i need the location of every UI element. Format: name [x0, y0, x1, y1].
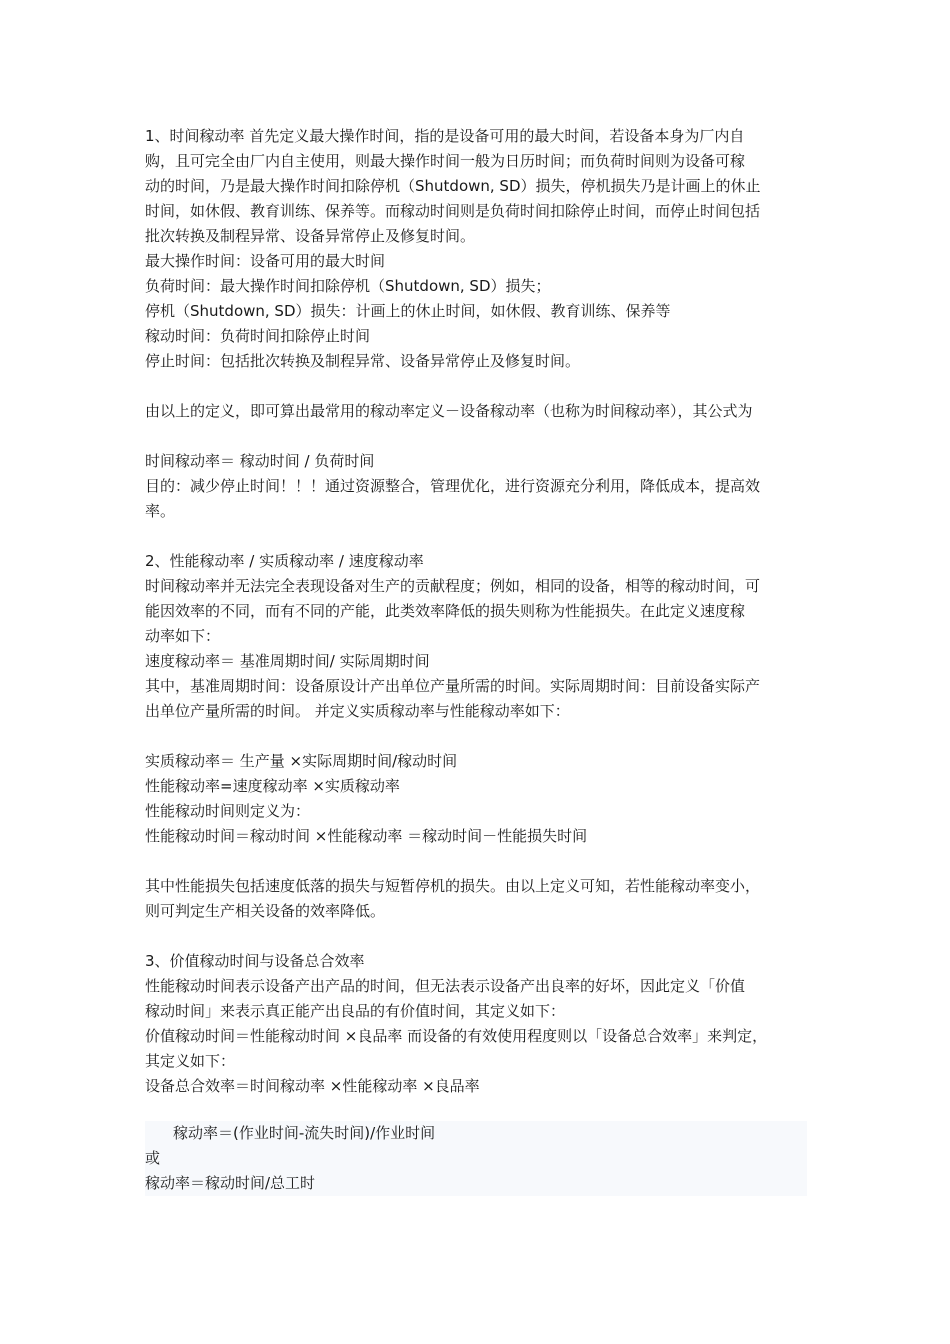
purpose-line: 目的：减少停止时间！！！通过资源整合，管理优化，进行资源充分利用，降低成本，提高效 — [145, 477, 761, 495]
section-2-heading: 2、性能稼动率 / 实质稼动率 / 速度稼动率 — [145, 552, 424, 570]
spacer — [145, 524, 811, 549]
text-line: 则可判定生产相关设备的效率降低。 — [145, 902, 386, 920]
box-line: 稼动率＝稼动时间/总工时 — [145, 1174, 316, 1192]
definition-line: 停止时间：包括批次转换及制程异常、设备异常停止及修复时间。 — [145, 352, 581, 370]
text-line: 性能稼动时间表示设备产出产品的时间，但无法表示设备产出良率的好坏，因此定义「价值 — [145, 977, 746, 995]
section-1-paragraph — [145, 124, 811, 249]
text-line: 时间，如休假、教育训练、保养等。而稼动时间则是负荷时间扣除停止时间，而停止时间包括 — [145, 202, 761, 220]
definition-line: 停机（Shutdown, SD）损失：计画上的休止时间，如休假、教育训练、保养等 — [145, 302, 671, 320]
formula-line: 性能稼动时间则定义为： — [145, 802, 311, 820]
text-line: 购，且可完全由厂内自主使用，则最大操作时间一般为日历时间；而负荷时间则为设备可稼 — [145, 152, 746, 170]
definition-line: 最大操作时间：设备可用的最大时间 — [145, 252, 386, 270]
text-line: 出单位产量所需的时间。 并定义实质稼动率与性能稼动率如下： — [145, 702, 570, 720]
formula-line: 性能稼动率=速度稼动率 ×实质稼动率 — [145, 777, 400, 795]
formula-line: 性能稼动时间＝稼动时间 ×性能稼动率 ＝稼动时间－性能损失时间 — [145, 827, 588, 845]
text-line: 动率如下： — [145, 627, 221, 645]
box-line: 稼动率＝(作业时间-流失时间)/作业时间 — [173, 1124, 436, 1142]
text-line: 动的时间，乃是最大操作时间扣除停机（Shutdown, SD）损失，停机损失乃是计画上的休止 — [145, 177, 761, 195]
purpose-line: 率。 — [145, 502, 176, 520]
document-body — [145, 124, 811, 1196]
section-3-heading: 3、价值稼动时间与设备总合效率 — [145, 952, 365, 970]
formula-line: 实质稼动率＝ 生产量 ×实际周期时间/稼动时间 — [145, 752, 458, 770]
summary-line: 由以上的定义，即可算出最常用的稼动率定义－设备稼动率（也称为时间稼动率），其公式为 — [145, 402, 753, 420]
text-line: 稼动时间」来表示真正能产出良品的有价值时间，其定义如下： — [145, 1002, 566, 1020]
formula-line: 设备总合效率＝时间稼动率 ×性能稼动率 ×良品率 — [145, 1077, 480, 1095]
text-line: 时间稼动率并无法完全表现设备对生产的贡献程度；例如，相同的设备，相等的稼动时间，可 — [145, 577, 761, 595]
spacer — [145, 374, 811, 399]
spacer — [145, 924, 811, 949]
formula-line: 时间稼动率＝ 稼动时间 / 负荷时间 — [145, 452, 375, 470]
text-line: 批次转换及制程异常、设备异常停止及修复时间。 — [145, 227, 476, 245]
text-line: 价值稼动时间＝性能稼动时间 ×良品率 而设备的有效使用程度则以「设备总合效率」来判定， — [145, 1027, 768, 1045]
spacer — [145, 424, 811, 449]
spacer — [145, 849, 811, 874]
text-line: 其中，基准周期时间：设备原设计产出单位产量所需的时间。实际周期时间：目前设备实际产 — [145, 677, 761, 695]
section-1-definitions — [145, 249, 811, 374]
spacer — [145, 724, 811, 749]
spacer — [145, 1099, 811, 1115]
text-line: 1、时间稼动率 首先定义最大操作时间，指的是设备可用的最大时间，若设备本身为厂内自 — [145, 127, 745, 145]
text-line: 其定义如下： — [145, 1052, 236, 1070]
definition-line: 负荷时间：最大操作时间扣除停机（Shutdown, SD）损失； — [145, 277, 551, 295]
formula-line: 速度稼动率＝ 基准周期时间/ 实际周期时间 — [145, 652, 430, 670]
text-line: 其中性能损失包括速度低落的损失与短暂停机的损失。由以上定义可知，若性能稼动率变小， — [145, 877, 761, 895]
box-line: 或 — [145, 1149, 161, 1167]
text-line: 能因效率的不同，而有不同的产能，此类效率降低的损失则称为性能损失。在此定义速度稼 — [145, 602, 746, 620]
formula-box — [145, 1121, 807, 1196]
definition-line: 稼动时间：负荷时间扣除停止时间 — [145, 327, 371, 345]
